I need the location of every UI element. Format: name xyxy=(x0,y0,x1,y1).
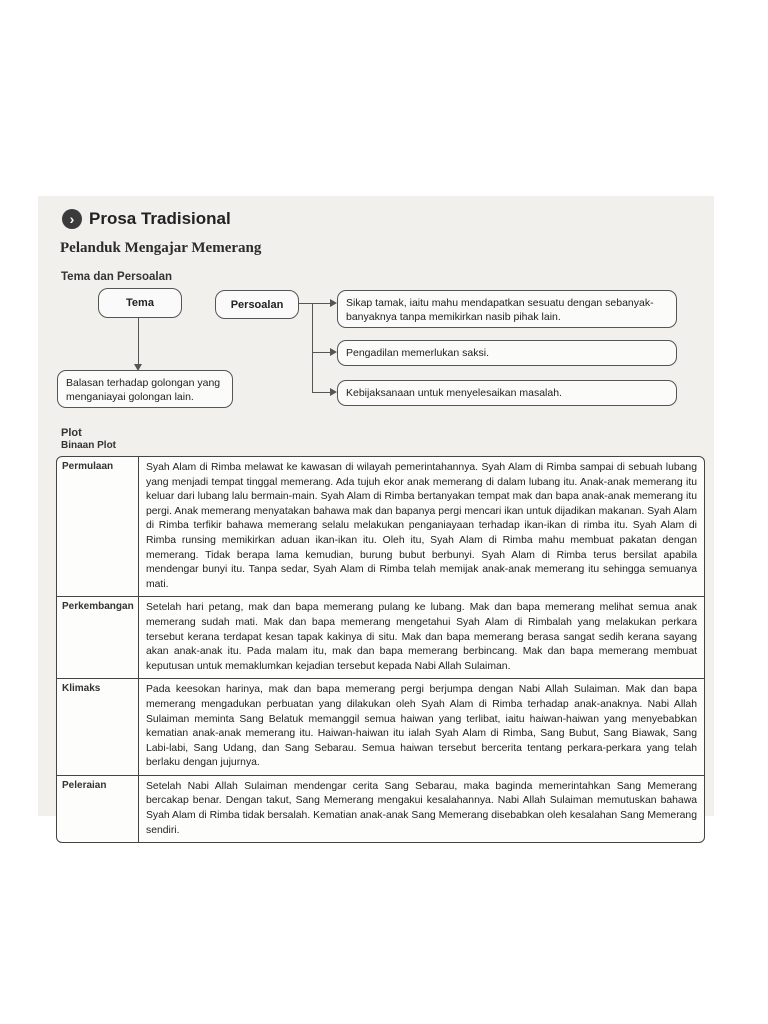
row-text: Pada keesokan harinya, mak dan bapa memerang pergi berjumpa dengan Nabi Allah Sulaiman. Mak dan bapa memerang mengadukan perbuatan yang dilakukan oleh Syah Alam di Rimba terhadap anak-anaknya. Nabi Allah Sulaiman meminta Sang Belatuk memanggil semua haiwan yang terlibat, iaitu haiwan-haiwan yang menyebabkan kematian anak-anak memerang itu. Haiwan-haiwan itu ialah Syah Alam di Rimba, Sang Bubut, Sang Biawak, Sang Labi-labi, Sang Udang, dan Sang Sebarau. Semua haiwan tersebut bercerita tentang perkara-perkara yang telah berlaku dengan jujurnya. xyxy=(146,684,697,769)
row-label: Klimaks xyxy=(57,679,139,775)
plot-subheading: Binaan Plot xyxy=(61,440,117,451)
persoalan-item-2: Pengadilan memerlukan saksi. xyxy=(337,340,677,366)
plot-table xyxy=(56,456,705,843)
persoalan-connector xyxy=(298,303,312,304)
plot-heading: Plot xyxy=(61,427,82,439)
table-row xyxy=(57,678,704,775)
section-header xyxy=(62,209,231,229)
branch-3 xyxy=(312,392,332,393)
arrow-right-icon xyxy=(330,348,337,356)
theme-subheading: Tema dan Persoalan xyxy=(61,271,172,283)
section-title: Prosa Tradisional xyxy=(89,209,231,228)
table-row xyxy=(57,596,704,678)
row-text: Setelah Nabi Allah Sulaiman mendengar cerita Sang Sebarau, maka baginda memerintahkan Sang Memerang bercakap benar. Dengan takut, Sang Memerang mengakui kesalahannya. Nabi Allah Sulaiman memutuskan bahawa Syah Alam di Rimba tidak bersalah. Kematian anak-anak Sang Memerang disebabkan oleh kesalahan Sang Memerang sendiri. xyxy=(146,780,697,836)
persoalan-item-3: Kebijaksanaan untuk menyelesaikan masalah. xyxy=(337,380,677,406)
persoalan-item-1: Sikap tamak, iaitu mahu mendapatkan sesuatu dengan sebanyak-banyaknya tanpa memikirkan nasib pihak lain. xyxy=(337,290,677,328)
branch-1 xyxy=(312,303,332,304)
chevron-right-icon: › xyxy=(62,209,82,229)
tema-node xyxy=(98,288,182,318)
tema-text-box: Balasan terhadap golongan yang menganiayai golongan lain. xyxy=(57,370,233,408)
tema-connector xyxy=(138,318,139,366)
row-label: Permulaan xyxy=(57,457,139,596)
persoalan-trunk xyxy=(312,303,313,393)
tema-label: Tema xyxy=(126,297,154,309)
row-text: Syah Alam di Rimba melawat ke kawasan di wilayah pemerintahannya. Syah Alam di Rimba sampai di sebuah lubang yang menjadi tempat tinggal memerang. Ada tujuh ekor anak memerang di dalam lubang itu. Anak-anak memerang itu keluar dari lubang lalu bermain-main. Syah Alam di Rimba bertanyakan tempat mak dan bapa anak-anak memerang itu pergi. Anak memerang menyatakan bahawa mak dan bapanya pergi mencari ikan untuk dijadikan makanan. Syah Alam di Rimba terfikir bahawa memerang selalu melakukan penganiayaan terhadap ikan-ikan di rimba itu. Syah Alam di Rimba runsing memikirkan aduan ikan-ikan itu. Oleh itu, Syah Alam di Rimba mahu membuat pakatan dengan memerang. Tidak berapa lama kemudian, burung bubut berbunyi. Syah Alam di Rimba terus bersilat apabila mendengar bunyi itu. Tanpa sedar, Syah Alam di Rimba telah memijak anak-anak memerang itu sehingga semuanya mati. xyxy=(146,462,697,590)
table-row xyxy=(57,457,704,596)
table-row xyxy=(57,775,704,842)
persoalan-label: Persoalan xyxy=(230,298,284,311)
persoalan-node xyxy=(215,290,299,319)
arrow-right-icon xyxy=(330,299,337,307)
row-label: Perkembangan xyxy=(57,597,139,678)
arrow-right-icon xyxy=(330,388,337,396)
row-text: Setelah hari petang, mak dan bapa memerang pulang ke lubang. Mak dan bapa memerang melihat semua anak memerang sudah mati. Mak dan bapa memerang mengetahui Syah Alam di Rimbalah yang melakukan perkara tersebut kerana terdapat kesan tapak kakinya di situ. Mak dan bapa memerang berasa sangat sedih kerana sayang akan anak-anak itu. Pada malam itu, mak dan bapa memerang berbincang. Mak dan bapa memerang membuat keputusan untuk memaklumkan kejadian tersebut kepada Nabi Allah Sulaiman. xyxy=(146,602,697,672)
story-title: Pelanduk Mengajar Memerang xyxy=(60,240,262,256)
branch-2 xyxy=(312,352,332,353)
row-label: Peleraian xyxy=(57,776,139,842)
